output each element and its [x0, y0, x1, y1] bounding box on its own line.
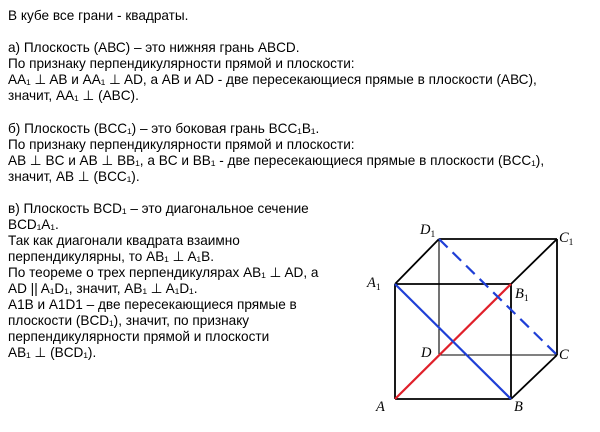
part-c-line-1: в) Плоскость BCD₁ – это диагональное сечение: [8, 201, 309, 216]
part-c-line-4: перпендикулярны, то AB₁ ⊥ A₁B.: [8, 249, 214, 264]
part-c-line-8: плоскости (BCD₁), значит, по признаку: [8, 313, 250, 328]
vertex-label-a1: $A_1$: [367, 275, 381, 293]
part-c-line-10: AB₁ ⊥ (BCD₁).: [8, 345, 97, 360]
part-b-line-3: AB ⊥ BC и AB ⊥ BB₁, а BC и BB₁ - две пересекающиеся прямые в плоскости (BCC₁),: [8, 153, 545, 168]
vertex-label-c: C: [559, 347, 569, 363]
vertex-label-d1: $D_1$: [420, 222, 436, 240]
edge-d1-a1: [395, 239, 439, 284]
vertex-label-b1: $B_1$: [515, 286, 529, 304]
part-a-line-4: значит, AA₁ ⊥ (ABC).: [8, 88, 139, 103]
part-a-line-2: По признаку перпендикулярности прямой и плоскости:: [8, 56, 355, 71]
part-c-line-5: По теореме о трех перпендикулярах AB₁ ⊥ AD, а: [8, 265, 319, 280]
part-c-line-7: A1B и A1D1 – две пересекающиеся прямые в: [8, 297, 297, 312]
vertex-label-b: B: [514, 399, 523, 415]
vertex-label-c1: $C_1$: [559, 230, 574, 248]
part-c-line-2: BCD₁A₁.: [8, 217, 59, 232]
part-b-line-2: По признаку перпендикулярности прямой и плоскости:: [8, 137, 355, 152]
intro-text: В кубе все грани - квадраты.: [8, 8, 189, 23]
vertex-label-a: A: [376, 399, 385, 415]
part-b-line-4: значит, AB ⊥ (BCC₁).: [8, 169, 140, 184]
part-c-line-3: Так как диагонали квадрата взаимно: [8, 233, 240, 248]
part-a-line-1: а) Плоскость (АВС) – это нижняя грань ABCD.: [8, 40, 300, 55]
part-b-line-1: б) Плоскость (BCC₁) – это боковая грань BCC₁B₁.: [8, 121, 320, 136]
part-c-line-6: AD || A₁D₁, значит, AB₁ ⊥ A₁D₁.: [8, 281, 198, 296]
part-c-line-9: перпендикулярности прямой и плоскости: [8, 329, 270, 344]
part-a-line-3: AA₁ ⊥ AB и AA₁ ⊥ AD, а AB и AD - две пересекающиеся прямые в плоскости (АВС),: [8, 72, 537, 87]
edge-b-c: [511, 355, 557, 399]
edge-b1-c1: [511, 239, 557, 284]
vertex-label-d: D: [421, 345, 432, 361]
